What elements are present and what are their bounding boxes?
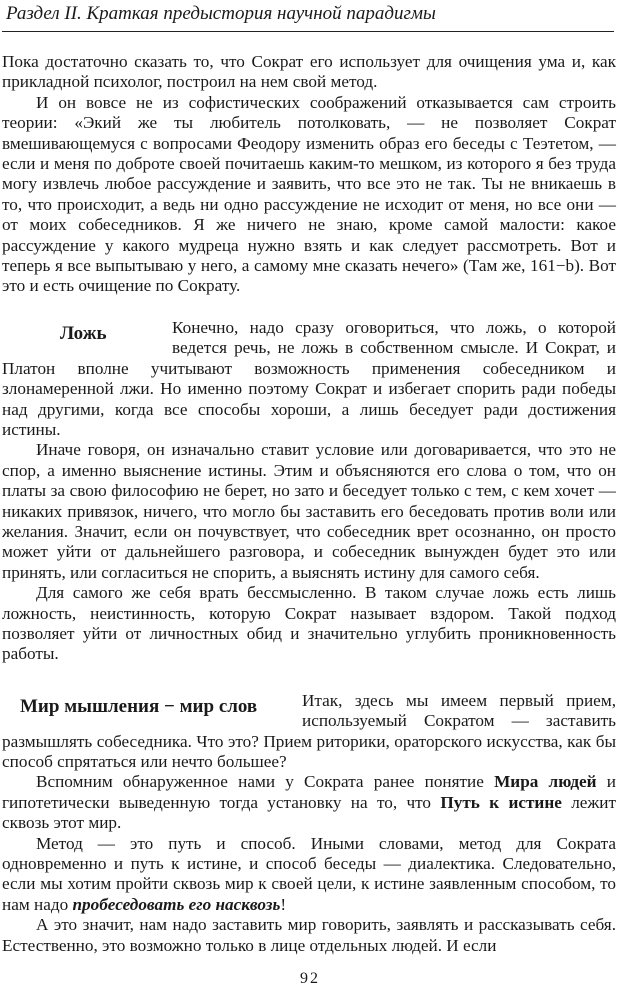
paragraph: Итак, здесь мы имеем первый прием, используемый Сократом — заставить размышлять собеседника. Что это? Прием риторики, ораторского искусства, как бы способ спрятаться или нечто большее? bbox=[2, 690, 616, 771]
paragraph: Иначе говоря, он изначально ставит условие или договаривается, что это не спор, а именно выяснение истины. Этим и объясняются его слова о том, что он платы за свою философию не берет, но зато и беседует только с тем, с кем хочет — никаких привязок, ничего, что могло бы заставить его беседовать против воли или желания. Значит, если он почувствует, что собеседник врет осознанно, он просто может уйти от дальнейшего разговора, и собеседник вынужден будет это или принять, или согласиться не спорить, а выяснять истину для самого себя. bbox=[2, 440, 616, 582]
emphasis-phrase: пробеседовать его насквозь bbox=[72, 894, 281, 914]
paragraph: Вспомним обнаруженное нами у Сократа ранее понятие Мира людей и гипотетически выведенную тогда установку на то, что Путь к истине лежит сквозь этот мир. bbox=[2, 772, 616, 833]
paragraph: И он вовсе не из софистических соображений отказывается сам строить теории: «Экий же ты любитель потолковать, — не позволяет Сократ вмешивающемуся с вопросами Феодору изменить образ его беседы с Теэтетом, — если и меня по доброте своей почитаешь каким-то мешком, из которого я без труда могу извлечь любое рассуждение и заявить, что все это не так. Ты не вникаешь в то, что происходит, а ведь ни одно рассуждение не исходит от меня, но все они — от моих собеседников. Я же ничего не знаю, кроме самой малости: какое рассуждение у какого мудреца нужно взять и как следует рассмотреть. Вот и теперь я все выпытываю у него, а самому мне сказать нечего» (Там же, 161−b). Вот это и есть очищение по Сократу. bbox=[2, 92, 616, 296]
page-number: 92 bbox=[300, 970, 320, 987]
paragraph: А это значит, нам надо заставить мир говорить, заявлять и рассказывать себя. Естественно, это возможно только в лице отдельных людей. И если bbox=[2, 915, 616, 955]
paragraph: Пока достаточно сказать то, что Сократ его использует для очищения ума и, как прикладной психолог, построил на нем свой метод. bbox=[2, 52, 616, 92]
paragraph: Для самого же себя врать бессмысленно. В таком случае ложь есть лишь ложность, неистинность, которую Сократ называет вздором. Такой подход позволяет уйти от личностных обид и значительно углубить проникновенность работы. bbox=[2, 583, 616, 664]
term-world-of-people: Мира людей bbox=[494, 772, 597, 792]
section-world-of-thinking bbox=[2, 691, 616, 956]
body-text bbox=[2, 52, 616, 956]
running-header: Раздел II. Краткая предыстория научной парадигмы bbox=[6, 3, 436, 24]
paragraph: Метод — это путь и способ. Иными словами, метод для Сократа одновременно и путь к истине, и способ беседы — диалектика. Следовательно, если мы хотим пройти сквозь мир к своей цели, к истине заявленным способом, то нам надо пробеседовать его насквозь! bbox=[2, 833, 616, 914]
header-rule bbox=[2, 31, 614, 32]
section-heading: Мир мышления − мир слов bbox=[20, 695, 258, 717]
paragraph: Конечно, надо сразу оговориться, что ложь, о которой ведется речь, не ложь в собственном смысле. И Сократ, и Платон вполне учитывают возможность применения собеседником и злонамеренной лжи. Но именно поэтому Сократ и избегает спорить ради победы над другими, когда все способы хороши, а лишь беседует ради достижения истины. bbox=[2, 317, 616, 439]
term-path-to-truth: Путь к истине bbox=[440, 792, 562, 812]
section-lie bbox=[2, 318, 616, 665]
section-heading: Ложь bbox=[60, 322, 107, 344]
